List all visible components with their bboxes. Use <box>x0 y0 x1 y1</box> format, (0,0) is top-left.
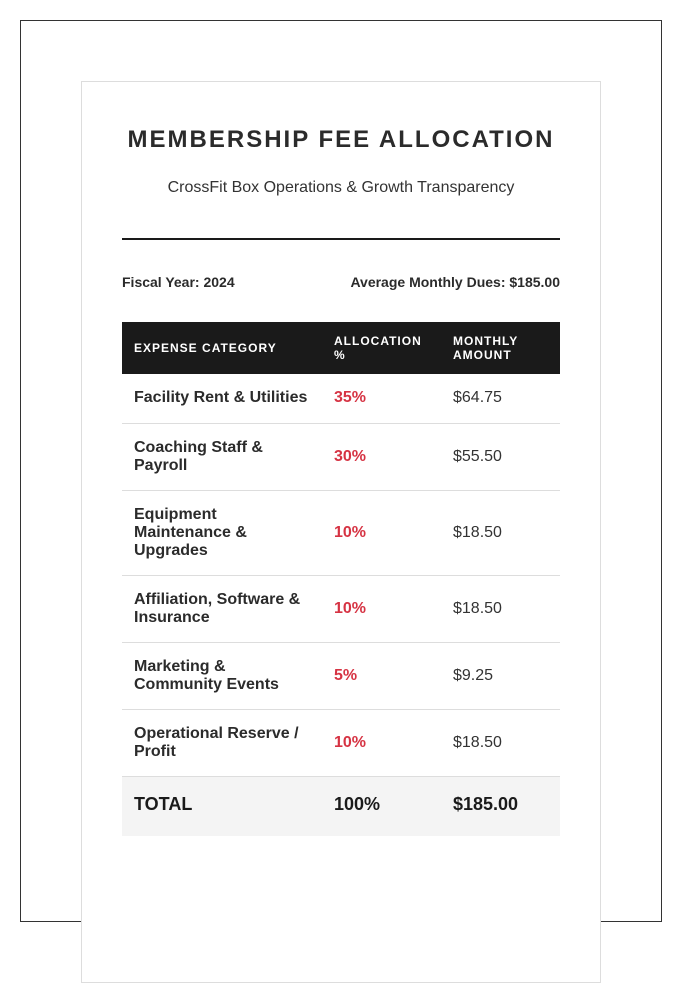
total-amount: $185.00 <box>441 776 560 836</box>
fiscal-year: Fiscal Year: 2024 <box>122 274 235 290</box>
allocation-cell: 35% <box>322 374 441 423</box>
category-cell: Facility Rent & Utilities <box>122 374 322 423</box>
table-row <box>122 490 560 575</box>
header-amount-line1: MONTHLY <box>453 334 519 348</box>
total-label: TOTAL <box>122 776 322 836</box>
allocation-cell: 5% <box>322 642 441 709</box>
total-row <box>122 776 560 836</box>
amount-cell: $55.50 <box>441 423 560 490</box>
allocation-cell: 10% <box>322 575 441 642</box>
table-row <box>122 374 560 423</box>
category-cell: Equipment Maintenance & Upgrades <box>122 490 322 575</box>
table-row <box>122 709 560 776</box>
allocation-cell: 10% <box>322 709 441 776</box>
average-monthly-dues: Average Monthly Dues: $185.00 <box>350 274 560 290</box>
amount-cell: $18.50 <box>441 575 560 642</box>
header-expense-category: EXPENSE CATEGORY <box>122 322 322 374</box>
amount-cell: $9.25 <box>441 642 560 709</box>
category-cell: Marketing & Community Events <box>122 642 322 709</box>
table-row <box>122 423 560 490</box>
amount-cell: $18.50 <box>441 490 560 575</box>
table-header-row <box>122 322 560 374</box>
category-cell: Coaching Staff & Payroll <box>122 423 322 490</box>
outer-frame <box>20 20 662 922</box>
table-row <box>122 575 560 642</box>
allocation-cell: 30% <box>322 423 441 490</box>
allocation-cell: 10% <box>322 490 441 575</box>
table-row <box>122 642 560 709</box>
header-allocation-line1: ALLOCATION <box>334 334 422 348</box>
amount-cell: $64.75 <box>441 374 560 423</box>
total-allocation: 100% <box>322 776 441 836</box>
header-allocation-line2: % <box>334 348 346 362</box>
allocation-table <box>122 322 560 836</box>
title-divider <box>122 238 560 240</box>
page-title: MEMBERSHIP FEE ALLOCATION <box>127 126 555 153</box>
document-card <box>81 81 601 983</box>
header-allocation <box>322 322 441 374</box>
category-cell: Operational Reserve / Profit <box>122 709 322 776</box>
header-amount-line2: AMOUNT <box>453 348 512 362</box>
category-cell: Affiliation, Software & Insurance <box>122 575 322 642</box>
meta-row <box>122 274 560 290</box>
header-monthly-amount <box>441 322 560 374</box>
page-subtitle: CrossFit Box Operations & Growth Transparency <box>167 179 515 196</box>
amount-cell: $18.50 <box>441 709 560 776</box>
